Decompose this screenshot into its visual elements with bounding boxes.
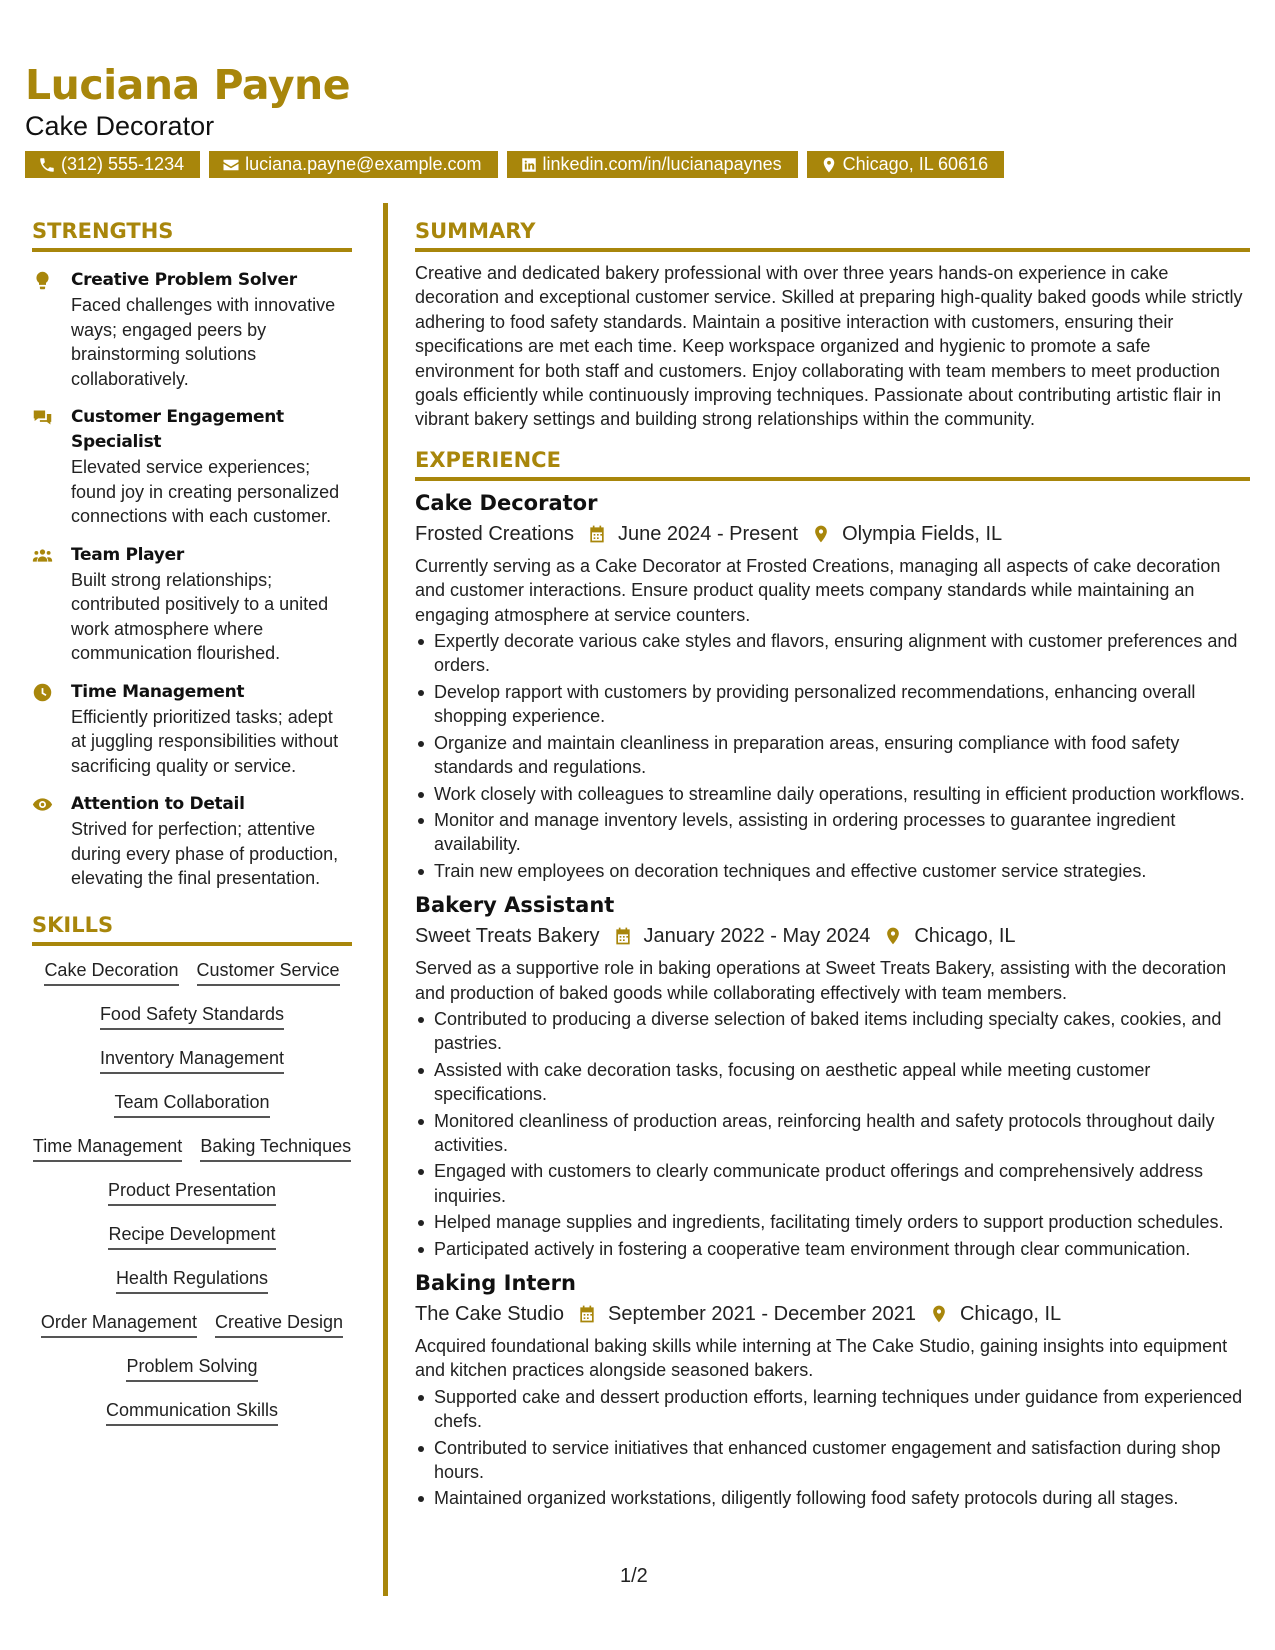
strength-title: Creative Problem Solver [71,270,297,290]
skill-tag: Order Management [41,1310,197,1338]
skill-tag: Time Management [33,1134,182,1162]
calendar-icon [612,925,634,947]
clock-icon [32,680,71,779]
contact-location-text: Chicago, IL 60616 [842,154,989,174]
calendar-icon [586,523,608,545]
strength-desc: Efficiently prioritized tasks; adept at juggling responsibilities without sacrificing quality or service. [71,706,339,776]
contact-phone-text: (312) 555-1234 [61,154,185,174]
job-location: Olympia Fields, IL [842,522,1003,545]
strength-desc: Built strong relationships; contributed positively to a united work atmosphere where communication flourished. [71,569,329,663]
candidate-name: Luciana Payne [25,61,351,109]
strength-title: Attention to Detail [71,794,245,814]
strength-item [32,543,352,666]
job-meta [415,1299,1250,1329]
skill-tag: Creative Design [215,1310,343,1338]
summary-text: Creative and dedicated bakery professional with over three years hands-on experience in cake decoration and exceptional customer service. Skilled at preparing high-quality baked goods while strictly adhering to food safety standards. Maintain a positive interaction with customers, ensuring their specifications are met each time. Keep workspace organized and hygienic to promote a safe environment for both staff and customers. Enjoy collaborating with team members to meet production goals efficiently while continuously improving techniques. Passionate about contributing artistic flair in vibrant bakery settings and building strong relationships within the community. [415,263,1243,430]
skill-tag: Cake Decoration [44,958,178,986]
job-location: Chicago, IL [959,1303,1062,1325]
strength-title: Time Management [71,681,245,702]
job-bullet: Work closely with colleagues to streamline daily operations, resulting in efficient production workflows. [415,782,1250,806]
left-column [32,217,352,1442]
job-dates: September 2021 - December 2021 [607,1303,916,1325]
job-bullet: Contributed to service initiatives that enhanced customer engagement and satisfaction during shop hours. [415,1436,1250,1485]
candidate-title: Cake Decorator [25,111,215,141]
job-entry [415,891,1250,1261]
page-number: 1/2 [620,1565,648,1587]
contact-phone[interactable] [25,151,200,178]
job-title: Baking Intern [415,1271,576,1295]
job-meta [415,519,1250,549]
contact-email-text: luciana.payne@example.com [245,154,482,174]
skill-tag: Health Regulations [116,1266,268,1294]
right-column [415,217,1250,1513]
skill-tag: Problem Solving [126,1354,257,1382]
map-pin-icon [819,155,839,175]
job-title: Cake Decorator [415,490,598,515]
job-bullet: Expertly decorate various cake styles and flavors, ensuring alignment with customer preferences and orders. [415,629,1250,678]
calendar-icon [576,1303,598,1325]
users-icon [32,543,71,666]
lightbulb-icon [32,268,71,391]
skill-tag: Inventory Management [100,1046,284,1074]
map-pin-icon [928,1303,950,1325]
job-entry [415,1269,1250,1511]
contact-linkedin-text: linkedin.com/in/lucianapaynes [542,154,782,174]
skill-tag: Baking Techniques [200,1134,351,1162]
column-divider [383,203,388,1596]
job-bullet: Assisted with cake decoration tasks, focusing on aesthetic appeal while meeting customer specifications. [415,1058,1250,1107]
strength-item [32,680,352,779]
job-title: Bakery Assistant [415,893,615,918]
job-bullet: Develop rapport with customers by providing personalized recommendations, enhancing overall shopping experience. [415,680,1250,729]
job-bullets [415,629,1250,883]
job-company: Frosted Creations [415,522,574,545]
strength-item [32,792,352,891]
phone-icon [37,155,57,175]
job-bullets [415,1007,1250,1261]
skill-tag: Product Presentation [108,1178,276,1206]
job-bullet: Train new employees on decoration techniques and effective customer service strategies. [415,859,1250,883]
contact-email[interactable] [209,151,497,178]
experience-heading: EXPERIENCE [415,446,1250,481]
strengths-list [32,268,352,891]
job-bullet: Maintained organized workstations, diligently following food safety protocols during all stages. [415,1486,1250,1510]
skill-tag: Communication Skills [106,1398,278,1426]
chat-bubbles-icon [32,405,71,529]
strength-title: Team Player [71,544,184,565]
contact-bar [25,151,1255,178]
skills-list [32,958,352,1442]
summary-heading: SUMMARY [415,217,1250,252]
job-description: Acquired foundational baking skills while interning at The Cake Studio, gaining insights into equipment and kitchen practices alongside seasoned bakers. [415,1336,1228,1381]
job-bullets [415,1385,1250,1511]
contact-linkedin[interactable] [507,151,798,178]
map-pin-icon [882,925,904,947]
job-bullet: Supported cake and dessert production efforts, learning techniques under guidance from experienced chefs. [415,1385,1250,1434]
job-bullet: Participated actively in fostering a cooperative team environment through clear communication. [415,1237,1250,1261]
job-company: Sweet Treats Bakery [415,925,600,948]
contact-location[interactable] [807,151,1004,178]
strength-item [32,405,352,529]
job-dates: January 2022 - May 2024 [643,925,871,948]
map-pin-icon [810,523,832,545]
job-location: Chicago, IL [914,925,1016,948]
job-bullet: Helped manage supplies and ingredients, facilitating timely orders to support production schedules. [415,1210,1250,1234]
strength-desc: Strived for perfection; attentive during every phase of production, elevating the final presentation. [71,819,339,888]
skill-tag: Food Safety Standards [100,1002,284,1030]
skill-tag: Customer Service [197,958,340,986]
job-bullet: Organize and maintain cleanliness in preparation areas, ensuring compliance with food safety standards and regulations. [415,731,1250,780]
job-dates: June 2024 - Present [617,522,799,545]
resume-header [25,60,1255,178]
job-meta [415,921,1250,951]
strength-desc: Faced challenges with innovative ways; engaged peers by brainstorming solutions collaboratively. [71,295,336,389]
envelope-icon [221,155,241,175]
job-entry [415,489,1250,883]
job-bullet: Contributed to producing a diverse selection of baked items including specialty cakes, cookies, and pastries. [415,1007,1250,1056]
strength-desc: Elevated service experiences; found joy in creating personalized connections with each customer. [71,457,340,526]
strength-item [32,268,352,391]
linkedin-icon [519,155,539,175]
job-description: Currently serving as a Cake Decorator at Frosted Creations, managing all aspects of cake decoration and customer interactions. Ensure product quality meets company standards while maintaining an engaging atmosphere at service counters. [415,555,1221,625]
experience-section [415,446,1250,1511]
job-description: Served as a supportive role in baking operations at Sweet Treats Bakery, assisting with the decoration and production of baked goods while collaborating effectively with team members. [415,958,1227,1003]
skill-tag: Recipe Development [108,1222,275,1250]
job-bullet: Engaged with customers to clearly communicate product offerings and comprehensively address inquiries. [415,1159,1250,1208]
job-bullet: Monitored cleanliness of production areas, reinforcing health and safety protocols throughout daily activities. [415,1109,1250,1158]
job-company: The Cake Studio [415,1303,564,1325]
strength-title: Customer Engagement Specialist [71,407,284,452]
skill-tag: Team Collaboration [114,1090,269,1118]
eye-icon [32,792,71,891]
skills-section [32,911,352,1442]
job-bullet: Monitor and manage inventory levels, assisting in ordering processes to guarantee ingredient availability. [415,808,1250,857]
skills-heading: SKILLS [32,911,352,946]
strengths-heading: STRENGTHS [32,217,352,252]
